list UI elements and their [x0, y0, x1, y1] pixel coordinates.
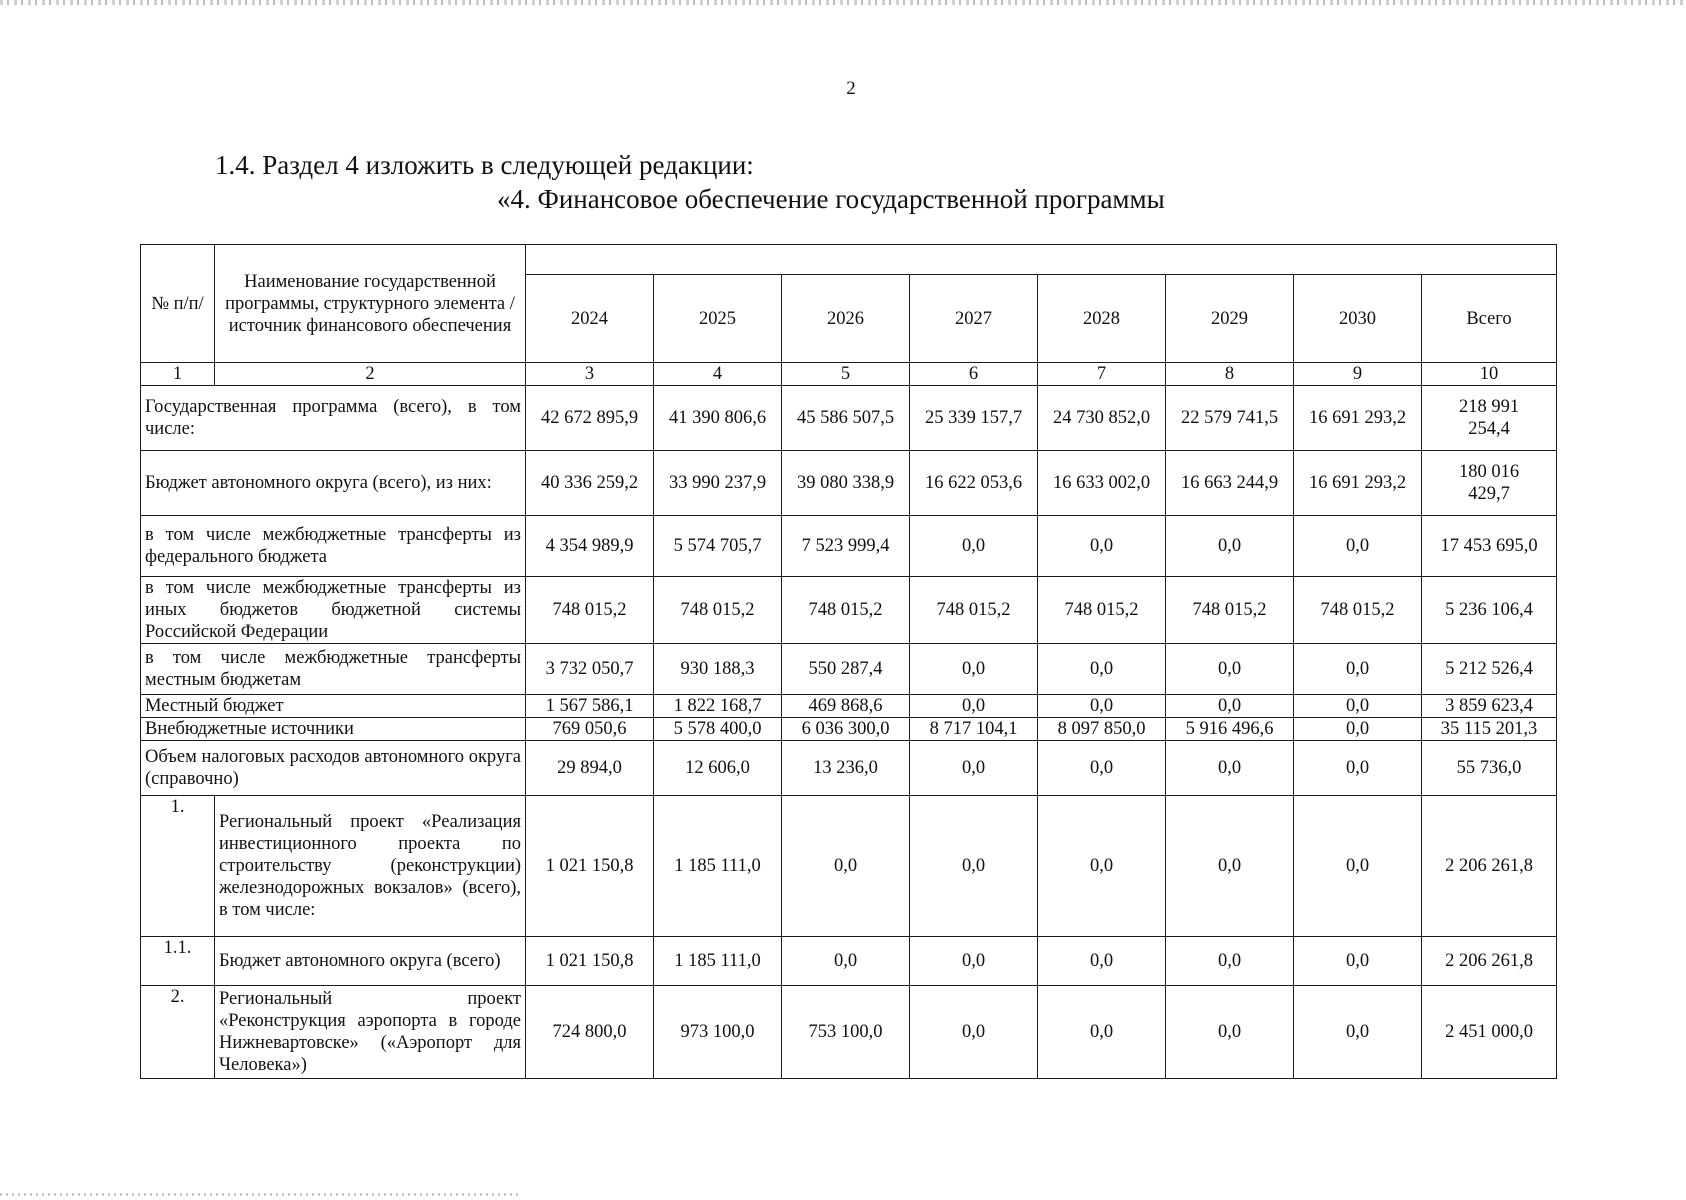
row-value: 0,0: [1294, 937, 1422, 986]
row-value: 0,0: [1038, 986, 1166, 1079]
header-num: № п/п/: [141, 245, 215, 363]
row-total: 5 212 526,4: [1422, 644, 1557, 695]
row-value: 1 822 168,7: [654, 695, 782, 718]
row-value: 1 567 586,1: [526, 695, 654, 718]
table-row: [141, 741, 1557, 796]
page-number: 2: [846, 78, 856, 99]
row-label: Местный бюджет: [141, 695, 526, 718]
table-row: [141, 937, 1557, 986]
section-instruction: 1.4. Раздел 4 изложить в следующей редакции:: [215, 150, 754, 180]
row-value: 748 015,2: [1166, 577, 1294, 644]
row-label: Государственная программа (всего), в том числе:: [141, 386, 526, 451]
row-value: 0,0: [1166, 644, 1294, 695]
row-value: 753 100,0: [782, 986, 910, 1079]
row-total: 35 115 201,3: [1422, 718, 1557, 741]
row-value: 7 523 999,4: [782, 516, 910, 577]
header-row-top: [141, 245, 1557, 275]
row-label: Объем налоговых расходов автономного округа (справочно): [141, 741, 526, 796]
row-value: 16 691 293,2: [1294, 451, 1422, 516]
row-value: 0,0: [1294, 516, 1422, 577]
table-row: [141, 516, 1557, 577]
row-value: 0,0: [782, 796, 910, 937]
row-value: 0,0: [1038, 516, 1166, 577]
row-value: 0,0: [1294, 986, 1422, 1079]
header-year: 2025: [654, 275, 782, 363]
table-row: [141, 718, 1557, 741]
header-years-span: [526, 245, 1557, 275]
row-value: 748 015,2: [654, 577, 782, 644]
row-total: 2 206 261,8: [1422, 937, 1557, 986]
row-value: 29 894,0: [526, 741, 654, 796]
column-number: 7: [1038, 363, 1166, 386]
row-value: 973 100,0: [654, 986, 782, 1079]
row-label: Региональный проект «Реализация инвестиционного проекта по строительству (реконструкции) железнодорожных вокзалов» (всего), в том числе:: [215, 796, 526, 937]
table-row: [141, 451, 1557, 516]
column-number: 9: [1294, 363, 1422, 386]
row-value: 25 339 157,7: [910, 386, 1038, 451]
row-value: 1 021 150,8: [526, 937, 654, 986]
row-value: 22 579 741,5: [1166, 386, 1294, 451]
row-value: 469 868,6: [782, 695, 910, 718]
column-number: 4: [654, 363, 782, 386]
row-value: 13 236,0: [782, 741, 910, 796]
header-year: 2024: [526, 275, 654, 363]
row-value: 5 578 400,0: [654, 718, 782, 741]
row-value: 0,0: [1166, 937, 1294, 986]
row-value: 0,0: [1038, 741, 1166, 796]
row-value: 1 021 150,8: [526, 796, 654, 937]
column-number: 3: [526, 363, 654, 386]
row-value: 33 990 237,9: [654, 451, 782, 516]
header-name: Наименование государственной программы, структурного элемента / источник финансового обеспечения: [215, 245, 526, 363]
row-total: 180 016 429,7: [1422, 451, 1557, 516]
row-value: 16 691 293,2: [1294, 386, 1422, 451]
row-number: 1.: [141, 796, 215, 937]
row-value: 6 036 300,0: [782, 718, 910, 741]
header-year: 2028: [1038, 275, 1166, 363]
row-value: 0,0: [1294, 718, 1422, 741]
row-value: 0,0: [1038, 937, 1166, 986]
column-number-row: [141, 363, 1557, 386]
row-value: 24 730 852,0: [1038, 386, 1166, 451]
row-total: 2 206 261,8: [1422, 796, 1557, 937]
row-total: 3 859 623,4: [1422, 695, 1557, 718]
row-value: 769 050,6: [526, 718, 654, 741]
row-value: 0,0: [910, 796, 1038, 937]
column-number: 6: [910, 363, 1038, 386]
scan-artifact-top: [0, 0, 1686, 5]
row-value: 748 015,2: [1294, 577, 1422, 644]
row-value: 0,0: [1166, 986, 1294, 1079]
row-value: 4 354 989,9: [526, 516, 654, 577]
row-value: 0,0: [1294, 695, 1422, 718]
table-row: [141, 796, 1557, 937]
row-value: 16 663 244,9: [1166, 451, 1294, 516]
row-value: 0,0: [1166, 516, 1294, 577]
header-year: 2027: [910, 275, 1038, 363]
row-value: 41 390 806,6: [654, 386, 782, 451]
row-number: 2.: [141, 986, 215, 1079]
row-label: в том числе межбюджетные трансферты из федерального бюджета: [141, 516, 526, 577]
header-total: Всего: [1422, 275, 1557, 363]
row-label: Внебюджетные источники: [141, 718, 526, 741]
row-number: 1.1.: [141, 937, 215, 986]
table-row: [141, 577, 1557, 644]
row-label: Региональный проект «Реконструкция аэропорта в городе Нижневартовске» («Аэропорт для Человека»): [215, 986, 526, 1079]
column-number: 2: [215, 363, 526, 386]
row-value: 0,0: [910, 695, 1038, 718]
row-total: 17 453 695,0: [1422, 516, 1557, 577]
row-value: 40 336 259,2: [526, 451, 654, 516]
row-value: 0,0: [1294, 644, 1422, 695]
row-value: 0,0: [1166, 695, 1294, 718]
row-value: 45 586 507,5: [782, 386, 910, 451]
row-value: 0,0: [1038, 644, 1166, 695]
row-value: 748 015,2: [910, 577, 1038, 644]
row-value: 8 717 104,1: [910, 718, 1038, 741]
row-label: Бюджет автономного округа (всего): [215, 937, 526, 986]
row-total: 5 236 106,4: [1422, 577, 1557, 644]
row-value: 1 185 111,0: [654, 937, 782, 986]
row-value: 12 606,0: [654, 741, 782, 796]
row-value: 0,0: [1294, 741, 1422, 796]
row-value: 0,0: [910, 741, 1038, 796]
row-value: 0,0: [1038, 796, 1166, 937]
row-value: 0,0: [910, 644, 1038, 695]
column-number: 5: [782, 363, 910, 386]
section-title: «4. Финансовое обеспечение государственной программы: [497, 184, 1165, 214]
row-total: 2 451 000,0: [1422, 986, 1557, 1079]
row-total: 218 991 254,4: [1422, 386, 1557, 451]
row-value: 5 916 496,6: [1166, 718, 1294, 741]
row-value: 16 633 002,0: [1038, 451, 1166, 516]
row-value: 39 080 338,9: [782, 451, 910, 516]
row-value: 0,0: [1166, 741, 1294, 796]
row-value: 0,0: [1294, 796, 1422, 937]
column-number: 8: [1166, 363, 1294, 386]
row-value: 0,0: [782, 937, 910, 986]
row-label: в том числе межбюджетные трансферты местным бюджетам: [141, 644, 526, 695]
row-total: 55 736,0: [1422, 741, 1557, 796]
column-number: 1: [141, 363, 215, 386]
header-year: 2030: [1294, 275, 1422, 363]
table-row: [141, 386, 1557, 451]
financing-table: [140, 244, 1557, 1079]
row-value: 0,0: [910, 516, 1038, 577]
row-value: 0,0: [1038, 695, 1166, 718]
row-value: 748 015,2: [1038, 577, 1166, 644]
row-label: в том числе межбюджетные трансферты из иных бюджетов бюджетной системы Российской Федерации: [141, 577, 526, 644]
row-value: 3 732 050,7: [526, 644, 654, 695]
row-value: 0,0: [910, 986, 1038, 1079]
header-year: 2026: [782, 275, 910, 363]
table-row: [141, 644, 1557, 695]
table-row: [141, 695, 1557, 718]
row-value: 5 574 705,7: [654, 516, 782, 577]
row-value: 16 622 053,6: [910, 451, 1038, 516]
row-label: Бюджет автономного округа (всего), из них:: [141, 451, 526, 516]
table-row: [141, 986, 1557, 1079]
row-value: 724 800,0: [526, 986, 654, 1079]
column-number: 10: [1422, 363, 1557, 386]
row-value: 748 015,2: [526, 577, 654, 644]
row-value: 0,0: [1166, 796, 1294, 937]
row-value: 930 188,3: [654, 644, 782, 695]
row-value: 1 185 111,0: [654, 796, 782, 937]
scan-artifact-bottom: [0, 1193, 520, 1196]
header-year: 2029: [1166, 275, 1294, 363]
row-value: 42 672 895,9: [526, 386, 654, 451]
row-value: 550 287,4: [782, 644, 910, 695]
row-value: 748 015,2: [782, 577, 910, 644]
row-value: 0,0: [910, 937, 1038, 986]
row-value: 8 097 850,0: [1038, 718, 1166, 741]
